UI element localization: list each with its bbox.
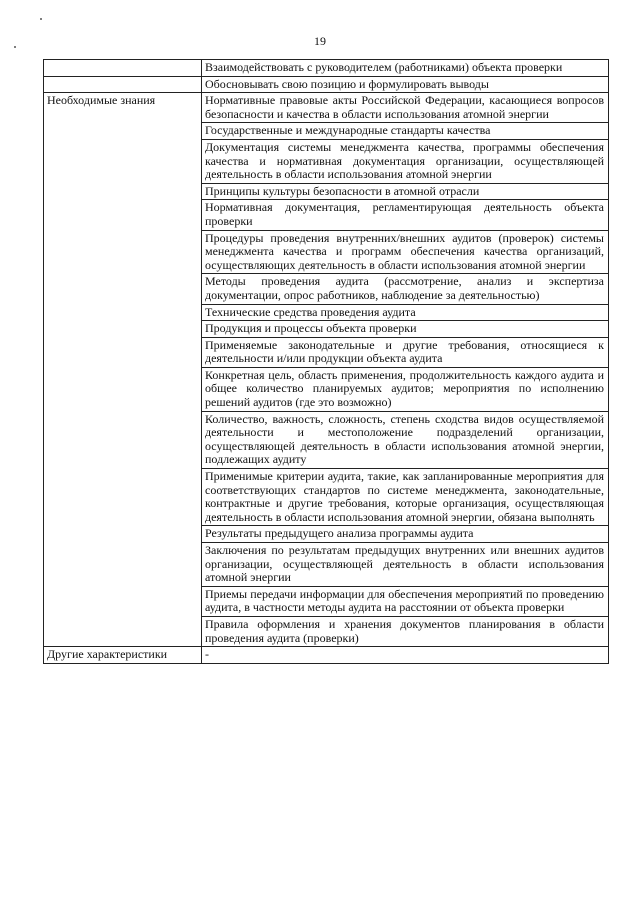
knowledge-item: Нормативные правовые акты Российской Федерации, касающиеся вопросов безопасности и качества в области использования атомной энергии	[202, 93, 609, 123]
knowledge-item: Нормативная документация, регламентирующая деятельность объекта проверки	[202, 200, 609, 230]
knowledge-label: Необходимые знания	[44, 93, 202, 647]
empty-label-cell	[44, 76, 202, 93]
table-row	[44, 76, 609, 93]
skill-cell: Взаимодействовать с руководителем (работниками) объекта проверки	[202, 60, 609, 77]
knowledge-item: Приемы передачи информации для обеспечения мероприятий по проведению аудита, в частности методы аудита на расстоянии от объекта проверки	[202, 586, 609, 616]
knowledge-item: Государственные и международные стандарты качества	[202, 123, 609, 140]
knowledge-item: Применимые критерии аудита, такие, как запланированные мероприятия для соответствующих стандартов по системе менеджмента, законодательные, контрактные и другие требования, которые организация, осуществляющая деятельность в области использования атомной энергии, обязана выполнять	[202, 469, 609, 526]
other-characteristics-label: Другие характеристики	[44, 647, 202, 664]
knowledge-item: Результаты предыдущего анализа программы аудита	[202, 526, 609, 543]
knowledge-item: Заключения по результатам предыдущих внутренних или внешних аудитов организации, осуществляющей деятельность в области использования атомной энергии	[202, 543, 609, 587]
knowledge-item: Правила оформления и хранения документов планирования в области проведения аудита (проверки)	[202, 616, 609, 646]
knowledge-item: Конкретная цель, область применения, продолжительность каждого аудита и общее количество планируемых аудитов; мероприятия по исполнению решений аудитов (где это возможно)	[202, 367, 609, 411]
knowledge-item: Методы проведения аудита (рассмотрение, анализ и экспертиза документации, опрос работников, наблюдение за деятельностью)	[202, 274, 609, 304]
knowledge-item: Процедуры проведения внутренних/внешних аудитов (проверок) системы менеджмента качества и программ обеспечения качества организаций, осуществляющих деятельность в области использования атомной энергии	[202, 230, 609, 274]
professional-standard-table	[43, 59, 609, 664]
table-row	[44, 93, 609, 123]
empty-label-cell	[44, 60, 202, 77]
scan-speck	[40, 18, 42, 20]
knowledge-item: Принципы культуры безопасности в атомной отрасли	[202, 183, 609, 200]
knowledge-item: Применяемые законодательные и другие требования, относящиеся к деятельности и/или продукции объекта аудита	[202, 337, 609, 367]
table-body	[44, 60, 609, 664]
knowledge-item: Документация системы менеджмента качества, программы обеспечения качества и нормативная документация организации, осуществляющей деятельность в области использования атомной энергии	[202, 139, 609, 183]
knowledge-item: Технические средства проведения аудита	[202, 304, 609, 321]
knowledge-item: Продукция и процессы объекта проверки	[202, 321, 609, 338]
other-characteristics-value: -	[202, 647, 609, 664]
table-row	[44, 647, 609, 664]
knowledge-item: Количество, важность, сложность, степень сходства видов осуществляемой деятельности и местоположение подразделений организации, осуществляющей деятельность в области использования атомной энергии, подлежащих аудиту	[202, 411, 609, 468]
page-number: 19	[314, 34, 326, 48]
table-row	[44, 60, 609, 77]
skill-cell: Обосновывать свою позицию и формулировать выводы	[202, 76, 609, 93]
